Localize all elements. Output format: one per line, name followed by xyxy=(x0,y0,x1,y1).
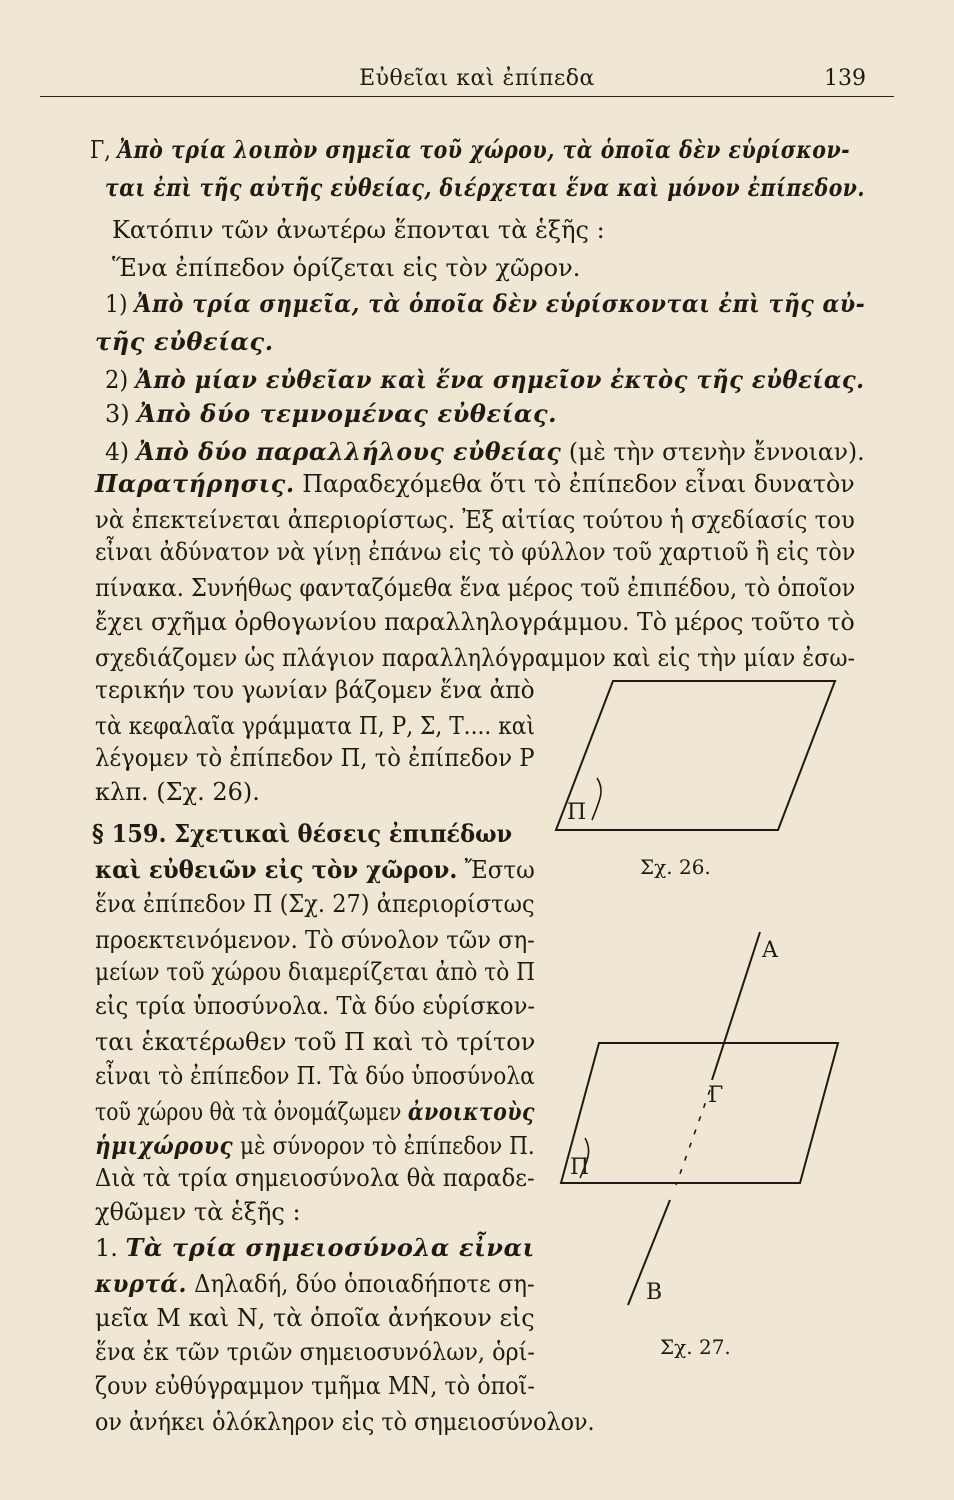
text-span: ται ἑκατέρωθεν τοῦ Π καὶ τὸ τρίτον xyxy=(95,1028,536,1056)
line-ab-upper xyxy=(712,932,760,1080)
text-span: ζουν εὐθύγραμμον τμῆμα ΜΝ, τὸ ὁποῖ- xyxy=(95,1372,535,1400)
figure-26 xyxy=(556,681,835,830)
text-span: Διὰ τὰ τρία σημειοσύνολα θὰ παραδε- xyxy=(95,1164,535,1192)
line-ab-hidden xyxy=(676,1090,710,1185)
text-span: § 159. Σχετικαὶ θέσεις ἐπιπέδων xyxy=(92,819,513,848)
text-span: νὰ ἐπεκτείνεται ἀπεριορίστως. Ἐξ αἰτίας τούτου ἡ σχεδίασίς του xyxy=(95,506,855,534)
text-span: μείων τοῦ χώρου διαμερίζεται ἀπὸ τὸ Π xyxy=(95,958,535,986)
text-span: (μὲ τὴν στενὴν ἔννοιαν). xyxy=(561,438,865,466)
text-span: Γ, xyxy=(90,136,118,164)
figure-27-point-g: Γ xyxy=(708,1083,724,1108)
text-span: εἶναι τὸ ἐπίπεδον Π. Τὰ δύο ὑποσύνολα xyxy=(95,1062,535,1090)
text-span: Παρατήρησις. xyxy=(95,469,295,498)
plane-outline xyxy=(556,681,835,830)
angle-mark xyxy=(592,778,601,820)
figure-27-caption: Σχ. 27. xyxy=(660,1335,731,1359)
text-span: εἶναι ἀδύνατον νὰ γίνῃ ἐπάνω εἰς τὸ φύλλον τοῦ χαρτιοῦ ἢ εἰς τὸν xyxy=(95,538,856,566)
text-span: τοῦ χώρου θὰ τὰ ὀνομάζωμεν xyxy=(95,1098,408,1126)
page-number: 139 xyxy=(824,66,866,91)
text-span: Παραδεχόμεθα ὅτι τὸ ἐπίπεδον εἶναι δυνατὸν xyxy=(294,470,855,498)
text-span: Ἀπὸ μίαν εὐθεῖαν καὶ ἕνα σημεῖον ἐκτὸς τῆς εὐθείας. xyxy=(135,365,865,394)
text-span: 3) xyxy=(105,400,138,428)
text-span: 2) xyxy=(105,366,136,394)
figure-26-plane-label: Π xyxy=(567,800,587,825)
text-span: κυρτά. xyxy=(95,1269,187,1298)
text-span: ον ἀνήκει ὁλόκληρον εἰς τὸ σημειοσύνολον. xyxy=(95,1408,595,1436)
text-span: ἀνοικτοὺς xyxy=(407,1097,535,1126)
text-span: καὶ εὐθειῶν εἰς τὸν χῶρον. xyxy=(95,855,458,884)
figure-27-plane-label: Π xyxy=(570,1155,590,1180)
text-span: Δηλαδή, δύο ὁποιαδήποτε ση- xyxy=(186,1270,535,1298)
text-span: Ἕνα ἐπίπεδον ὁρίζεται εἰς τὸν χῶρον. xyxy=(112,254,581,282)
text-span: προεκτεινόμενον. Τὸ σύνολον τῶν ση- xyxy=(95,926,535,954)
text-span: τερικήν του γωνίαν βάζομεν ἕνα ἀπὸ xyxy=(95,676,535,704)
text-span: Ἀπὸ δύο παραλλήλους εὐθείας xyxy=(136,437,562,466)
text-span: τὰ κεφαλαῖα γράμματα Π, Ρ, Σ, Τ.... καὶ xyxy=(95,712,535,740)
text-span: ἕνα ἐκ τῶν τριῶν σημειοσυνόλων, ὁρί- xyxy=(95,1338,535,1366)
text-span: Κατόπιν τῶν ἀνωτέρω ἕπονται τὰ ἑξῆς : xyxy=(112,216,605,244)
text-span: ται ἐπὶ τῆς αὐτῆς εὐθείας, διέρχεται ἕνα καὶ μόνον ἐπίπεδον. xyxy=(105,173,866,202)
text-span: 1) xyxy=(105,290,135,318)
text-span: 4) xyxy=(105,438,137,466)
text-span: Ἀπὸ τρία λοιπὸν σημεῖα τοῦ χώρου, τὰ ὁποῖα δὲν εὑρίσκον- xyxy=(117,135,851,164)
text-span: τῆς εὐθείας. xyxy=(95,327,274,356)
text-span: λέγομεν τὸ ἐπίπεδον Π, τὸ ἐπίπεδον Ρ xyxy=(95,744,535,772)
text-span: χθῶμεν τὰ ἑξῆς : xyxy=(95,1198,301,1226)
text-span: Ἀπὸ δύο τεμνομένας εὐθείας. xyxy=(137,399,558,428)
text-span: ἕνα ἐπίπεδον Π (Σχ. 27) ἀπεριορίστως xyxy=(95,890,535,918)
running-header: Εὐθεῖαι καὶ ἐπίπεδα xyxy=(359,66,595,91)
text-span: μεῖα Μ καὶ Ν, τὰ ὁποῖα ἀνήκουν εἰς xyxy=(95,1304,535,1332)
text-span: Ἀπὸ τρία σημεῖα, τὰ ὁποῖα δὲν εὑρίσκονται ἐπὶ τῆς αὐ- xyxy=(134,289,866,318)
text-span: ἡμιχώρους xyxy=(95,1131,234,1160)
text-span: εἰς τρία ὑποσύνολα. Τὰ δύο εὑρίσκον- xyxy=(95,992,536,1020)
text-span: μὲ σύνορον τὸ ἐπίπεδον Π. xyxy=(233,1132,535,1160)
figure-27-point-a: Α xyxy=(762,938,778,963)
plane-outline xyxy=(561,1043,838,1183)
text-span: πίνακα. Συνήθως φανταζόμεθα ἕνα μέρος τοῦ ἐπιπέδου, τὸ ὁποῖον xyxy=(95,574,856,602)
text-span: Τὰ τρία σημειοσύνολα εἶναι xyxy=(125,1233,535,1262)
text-span: σχεδιάζομεν ὡς πλάγιον παραλληλόγραμμον καὶ εἰς τὴν μίαν ἐσω- xyxy=(95,644,856,672)
text-span: 1. xyxy=(95,1234,126,1262)
text-span: ἔχει σχῆμα ὀρθογωνίου παραλληλογράμμου. Τὸ μέρος τοῦτο τὸ xyxy=(95,608,855,636)
text-span: Ἔστω xyxy=(457,856,535,884)
figure-27 xyxy=(561,932,838,1305)
figure-26-caption: Σχ. 26. xyxy=(640,855,711,879)
text-span: κλπ. (Σχ. 26). xyxy=(95,778,260,806)
figure-27-point-b: Β xyxy=(646,1280,663,1305)
